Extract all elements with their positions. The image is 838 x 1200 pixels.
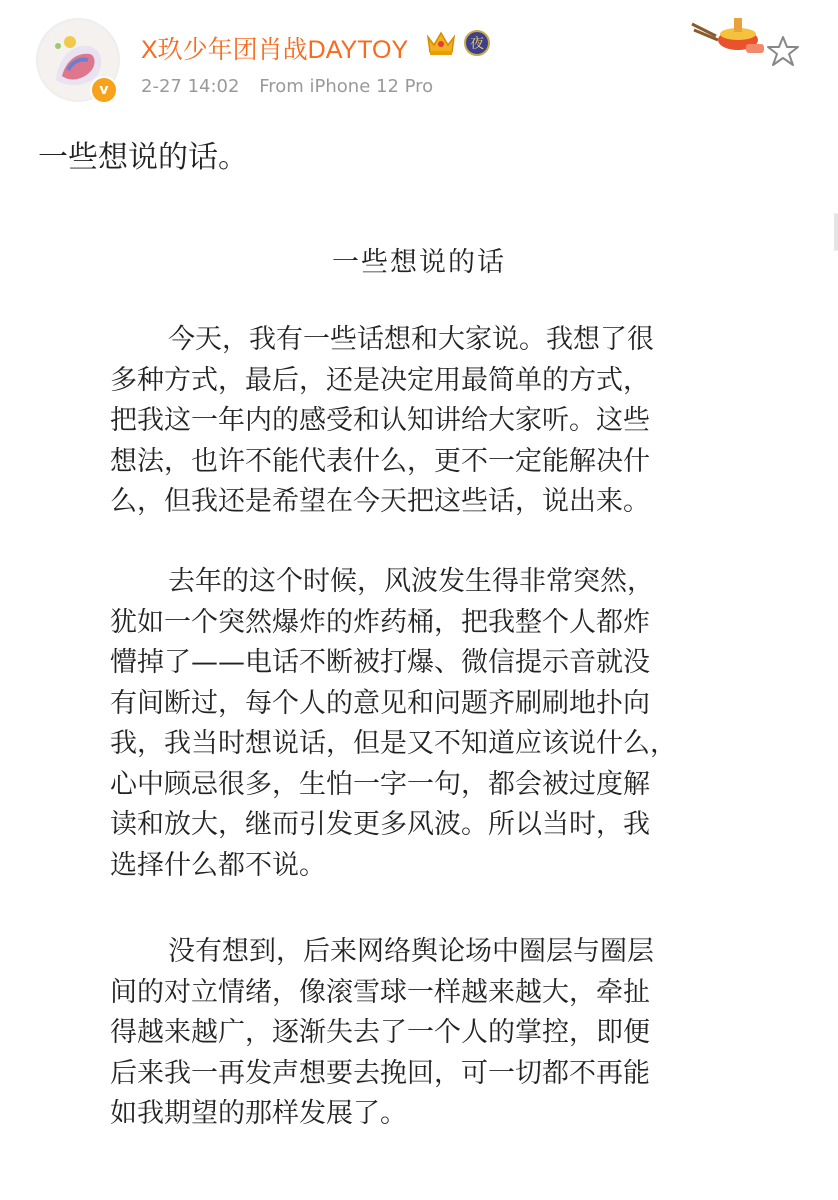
text-line: 么，但我还是希望在今天把这些话，说出来。 <box>110 486 650 517</box>
text-line: 间的对立情绪，像滚雪球一样越来越大，牵扯 <box>110 976 650 1008</box>
paragraph-1 <box>110 320 740 523</box>
text-line: 有间断过，每个人的意见和问题齐刷刷地扑向 <box>110 687 650 719</box>
text-line: 犹如一个突然爆炸的炸药桶，把我整个人都炸 <box>110 606 650 638</box>
text-line: 后来我一再发声想要去挽回，可一切都不再能 <box>110 1057 650 1089</box>
verified-badge: v <box>90 76 118 104</box>
text-line: 多种方式，最后，还是决定用最简单的方式， <box>110 364 650 396</box>
text-line: 去年的这个时候，风波发生得非常突然， <box>168 566 654 597</box>
scrollbar[interactable] <box>834 213 838 251</box>
text-line: 选择什么都不说。 <box>110 849 326 881</box>
text-line: 我，我当时想说话，但是又不知道应该说什么， <box>110 728 677 759</box>
text-line: 得越来越广，逐渐失去了一个人的掌控，即便 <box>110 1017 650 1048</box>
crown-icon <box>425 29 457 57</box>
text-line: 读和放大，继而引发更多风波。所以当时，我 <box>110 809 650 840</box>
document-title: 一些想说的话 <box>332 247 506 278</box>
paragraph-3 <box>110 932 740 1135</box>
text-line: 想法，也许不能代表什么，更不一定能解决什 <box>110 445 650 477</box>
text-line: 如我期望的那样发展了。 <box>110 1098 407 1129</box>
post-source: From iPhone 12 Pro <box>259 76 434 97</box>
star-icon[interactable] <box>766 34 800 68</box>
text-line: 没有想到，后来网络舆论场中圈层与圈层 <box>168 936 654 967</box>
post-meta <box>141 76 433 97</box>
avatar[interactable] <box>36 18 124 106</box>
post-text: 一些想说的话。 <box>38 140 248 175</box>
username-link[interactable]: X玖少年团肖战DAYTOY <box>141 36 409 64</box>
text-line: 今天，我有一些话想和大家说。我想了很 <box>168 324 654 355</box>
night-badge: 夜 <box>464 30 490 56</box>
post-header <box>0 0 838 125</box>
document-image[interactable] <box>0 210 838 1200</box>
text-line: 心中顾忌很多，生怕一字一句，都会被过度解 <box>110 768 650 800</box>
text-line: 懵掉了——电话不断被打爆、微信提示音就没 <box>110 647 650 678</box>
hotpot-decoration-icon <box>690 14 770 54</box>
paragraph-2 <box>110 562 740 886</box>
post-date: 2-27 14:02 <box>141 76 240 97</box>
text-line: 把我这一年内的感受和认知讲给大家听。这些 <box>110 405 650 436</box>
